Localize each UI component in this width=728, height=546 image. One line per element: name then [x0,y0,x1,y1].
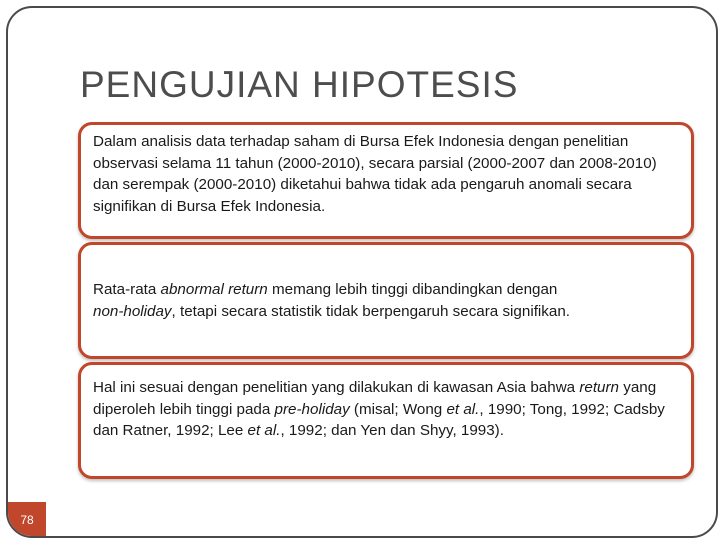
finding-2-term-non-holiday: non-holiday [93,302,172,320]
finding-3-term-pre-holiday: pre-holiday [274,400,350,418]
slide-title: PENGUJIAN HIPOTESIS [80,64,519,105]
finding-3-text-b: yang diperoleh lebih tinggi pada [93,379,657,418]
page-number-badge [8,502,46,538]
finding-text-1: Dalam analisis data terhadap saham di Bursa Efek Indonesia dengan penelitian observasi selama 11 tahun (2000-2010), secara parsial (2000-2007 dan 2008-2010) dan serempak (2000-2010) diketahui bahwa tidak ada pengaruh anomali secara signifikan di Bursa Efek Indonesia. [93,133,657,215]
finding-3-text-a: Hal ini sesuai dengan penelitian yang dilakukan di kawasan Asia bahwa [93,379,580,396]
finding-3-text-e: , 1992; dan Yen dan Shyy, 1993). [280,422,504,439]
finding-3-text-c: (misal; Wong [349,400,447,418]
page-number: 78 [20,513,34,527]
finding-3-term-return: return [579,379,620,396]
finding-box-1 [78,122,694,239]
slide-frame [6,6,718,538]
finding-box-3 [78,362,694,479]
finding-3-term-et-al-2: et al. [247,422,281,439]
finding-2-term-abnormal-return: abnormal return [160,281,268,298]
finding-3-term-et-al-1: et al. [446,400,480,418]
finding-3-text-d: , 1990; Tong, 1992; Cadsby dan Ratner, 1992; Lee [93,400,665,439]
finding-2-text-b: memang lebih tinggi dibandingkan dengan [267,281,558,298]
finding-2-text-a: Rata-rata [93,281,161,298]
finding-box-2 [78,242,694,359]
finding-2-text-c: , tetapi secara statistik tidak berpengaruh secara signifikan. [171,302,570,320]
